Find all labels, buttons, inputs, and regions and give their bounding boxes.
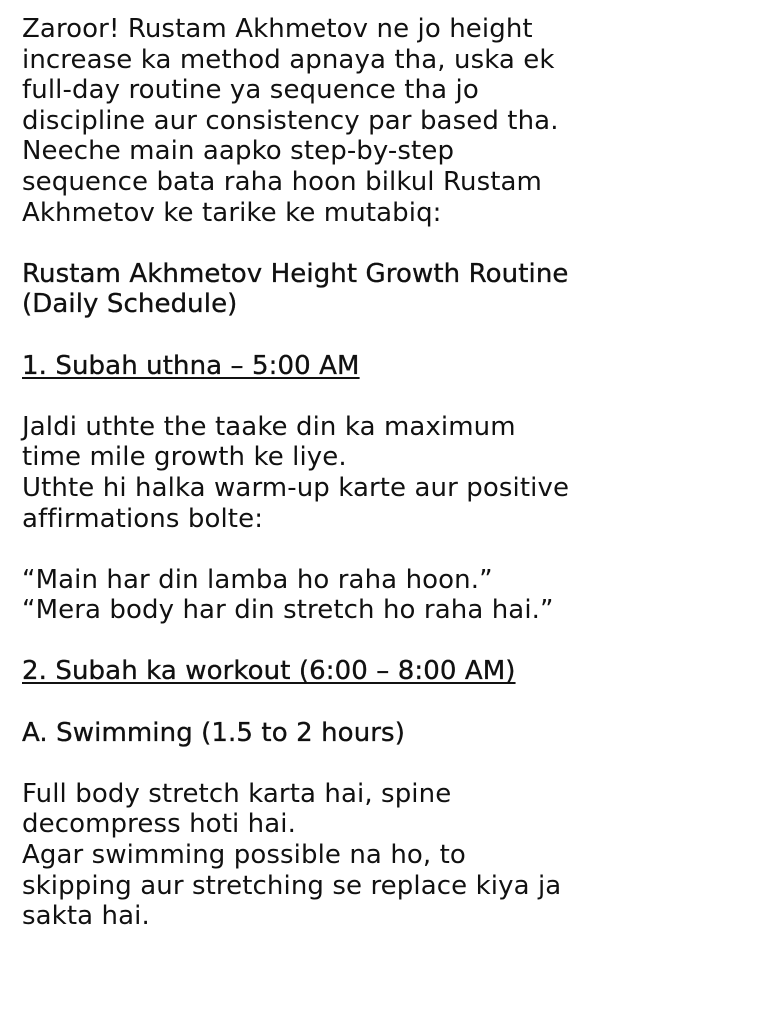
- intro-line: increase ka method apnaya tha, uska ek: [22, 44, 555, 75]
- body-line: skipping aur stretching se replace kiya ja: [22, 870, 562, 901]
- intro-paragraph: [22, 14, 752, 228]
- spacer: [22, 228, 752, 259]
- body-line: Agar swimming possible na ho, to: [22, 840, 466, 871]
- affirmation-line: “Mera body har din stretch ho raha hai.”: [22, 595, 554, 626]
- body-line: sakta hai.: [22, 901, 150, 932]
- document-page: [22, 14, 752, 932]
- spacer: [22, 381, 752, 412]
- section-2-body: [22, 779, 752, 932]
- intro-line: full-day routine ya sequence tha jo: [22, 75, 479, 106]
- spacer: [22, 687, 752, 718]
- intro-line: Neeche main aapko step-by-step: [22, 136, 455, 167]
- affirmation-line: “Main har din lamba ho raha hoon.”: [22, 564, 493, 595]
- spacer: [22, 748, 752, 779]
- body-line: time mile growth ke liye.: [22, 442, 347, 473]
- affirmations: [22, 565, 752, 626]
- body-line: decompress hoti hai.: [22, 809, 296, 840]
- spacer: [22, 534, 752, 565]
- intro-line: Akhmetov ke tarike ke mutabiq:: [22, 197, 442, 228]
- intro-line: Zaroor! Rustam Akhmetov ne jo height: [22, 14, 533, 44]
- body-line: Uthte hi halka warm-up karte aur positive: [22, 472, 570, 503]
- section-1-heading-text: 1. Subah uthna – 5:00 AM: [22, 350, 360, 381]
- main-heading-line: (Daily Schedule): [22, 289, 238, 320]
- main-heading-line: Rustam Akhmetov Height Growth Routine: [22, 258, 569, 289]
- section-1-heading: [22, 351, 752, 382]
- body-line: Jaldi uthte the taake din ka maximum: [22, 411, 516, 442]
- intro-line: discipline aur consistency par based tha.: [22, 105, 559, 136]
- section-2-subheading: A. Swimming (1.5 to 2 hours): [22, 717, 405, 748]
- section-1-body: [22, 412, 752, 534]
- spacer: [22, 320, 752, 351]
- section-2-heading: [22, 656, 752, 687]
- body-line: affirmations bolte:: [22, 503, 264, 534]
- intro-line: sequence bata raha hoon bilkul Rustam: [22, 166, 542, 197]
- section-2-heading-text: 2. Subah ka workout (6:00 – 8:00 AM): [22, 656, 516, 687]
- body-line: Full body stretch karta hai, spine: [22, 778, 452, 809]
- main-heading: [22, 259, 752, 320]
- spacer: [22, 626, 752, 657]
